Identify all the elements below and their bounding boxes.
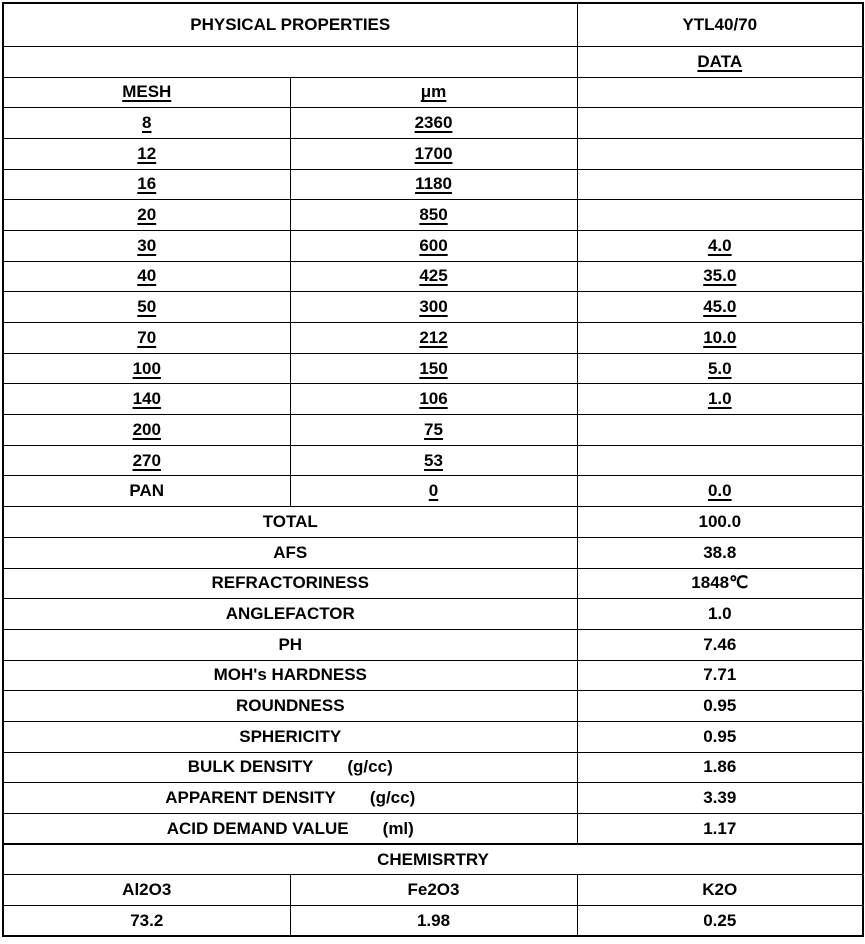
sieve-row (3, 261, 863, 292)
mesh-cell (3, 323, 290, 354)
property-label: ANGLEFACTOR (225, 604, 355, 624)
data-value: 10.0 (703, 327, 737, 347)
chemistry-header: Fe2O3 (290, 875, 577, 906)
mesh-value: 140 (132, 389, 161, 409)
property-value: 7.46 (577, 629, 863, 660)
mesh-cell (3, 169, 290, 200)
data-cell (577, 384, 863, 415)
mesh-value: 200 (132, 419, 161, 439)
data-value: 1.0 (707, 389, 732, 409)
property-label-cell (3, 537, 577, 568)
property-value: 7.71 (577, 660, 863, 691)
mesh-value: 8 (142, 113, 152, 133)
um-value: 212 (419, 327, 448, 347)
sieve-row (3, 138, 863, 169)
blank-cell (577, 77, 863, 108)
data-cell (577, 230, 863, 261)
um-cell (290, 476, 577, 507)
um-cell (290, 292, 577, 323)
property-label-cell (3, 814, 577, 845)
chemistry-value: 73.2 (3, 906, 290, 937)
header-row (3, 3, 863, 46)
um-cell (290, 108, 577, 139)
um-value: 75 (424, 419, 443, 439)
um-label: μm (420, 82, 447, 102)
property-label: SPHERICITY (239, 726, 342, 746)
mesh-value: 50 (137, 297, 157, 317)
um-value: 1180 (415, 174, 452, 194)
property-unit: (g/cc) (369, 788, 416, 808)
um-cell (290, 200, 577, 231)
mesh-label: MESH (122, 82, 172, 102)
property-value: 0.95 (577, 691, 863, 722)
um-value: 2360 (414, 113, 453, 133)
um-column-header (290, 77, 577, 108)
data-cell (577, 138, 863, 169)
property-label-cell (3, 752, 577, 783)
property-value: 0.95 (577, 721, 863, 752)
property-unit: (g/cc) (347, 757, 393, 777)
blank-cell (3, 46, 577, 77)
sieve-row (3, 230, 863, 261)
data-column-header (577, 46, 863, 77)
property-row (3, 660, 863, 691)
mesh-value: 30 (137, 235, 157, 255)
data-value: 35.0 (703, 266, 737, 286)
chemistry-title-row (3, 844, 863, 875)
mesh-cell (3, 353, 290, 384)
property-label: BULK DENSITY (187, 757, 314, 777)
chemistry-value-row (3, 906, 863, 937)
property-value: 1848℃ (577, 568, 863, 599)
sieve-row (3, 476, 863, 507)
property-label: APPARENT DENSITY (165, 788, 336, 808)
property-row (3, 752, 863, 783)
sieve-row (3, 200, 863, 231)
data-value: 0.0 (707, 481, 732, 501)
um-cell (290, 261, 577, 292)
mesh-cell (3, 384, 290, 415)
data-cell (577, 169, 863, 200)
um-cell (290, 445, 577, 476)
property-value: 38.8 (577, 537, 863, 568)
property-row (3, 507, 863, 538)
um-cell (290, 169, 577, 200)
um-value: 1700 (414, 143, 453, 163)
sieve-row (3, 415, 863, 446)
um-cell (290, 323, 577, 354)
um-cell (290, 353, 577, 384)
um-cell (290, 138, 577, 169)
mesh-cell (3, 200, 290, 231)
property-label-cell (3, 629, 577, 660)
um-value: 300 (419, 297, 448, 317)
chemistry-header: Al2O3 (3, 875, 290, 906)
data-cell (577, 353, 863, 384)
sieve-header-row (3, 77, 863, 108)
property-row (3, 537, 863, 568)
um-value: 850 (419, 205, 448, 225)
property-row (3, 599, 863, 630)
property-label-cell (3, 691, 577, 722)
um-cell (290, 415, 577, 446)
um-value: 106 (419, 389, 448, 409)
um-value: 150 (419, 358, 448, 378)
product-name: YTL40/70 (577, 3, 863, 46)
property-label-cell (3, 721, 577, 752)
property-label: REFRACTORINESS (211, 573, 369, 593)
data-value: 4.0 (707, 235, 732, 255)
sieve-row (3, 108, 863, 139)
property-row (3, 629, 863, 660)
um-value: 0 (428, 481, 439, 501)
mesh-cell (3, 230, 290, 261)
sieve-row (3, 169, 863, 200)
mesh-cell (3, 108, 290, 139)
data-label: DATA (697, 51, 743, 71)
property-label: PH (278, 634, 303, 654)
property-label-cell (3, 599, 577, 630)
property-value: 1.86 (577, 752, 863, 783)
data-value: 45.0 (703, 297, 737, 317)
um-value: 600 (419, 235, 448, 255)
mesh-cell (3, 138, 290, 169)
sieve-row (3, 384, 863, 415)
data-cell (577, 323, 863, 354)
property-label: ROUNDNESS (235, 696, 345, 716)
property-row (3, 721, 863, 752)
data-label-row (3, 46, 863, 77)
property-value: 100.0 (577, 507, 863, 538)
mesh-cell (3, 415, 290, 446)
data-cell (577, 445, 863, 476)
data-cell (577, 200, 863, 231)
data-cell (577, 476, 863, 507)
chemistry-title: CHEMISRTRY (3, 844, 863, 875)
chemistry-header: K2O (577, 875, 863, 906)
property-row (3, 691, 863, 722)
property-value: 1.0 (577, 599, 863, 630)
sieve-row (3, 292, 863, 323)
mesh-cell (3, 292, 290, 323)
property-row (3, 783, 863, 814)
mesh-value: 70 (137, 327, 157, 347)
mesh-cell (3, 476, 290, 507)
property-label-cell (3, 568, 577, 599)
mesh-value: 40 (137, 266, 157, 286)
mesh-cell (3, 261, 290, 292)
property-row (3, 814, 863, 845)
property-row (3, 568, 863, 599)
mesh-value: 100 (132, 358, 161, 378)
property-label-cell (3, 660, 577, 691)
property-label: MOH's HARDNESS (213, 665, 367, 685)
sieve-row (3, 445, 863, 476)
mesh-value: 20 (137, 205, 157, 225)
mesh-cell (3, 445, 290, 476)
data-cell (577, 261, 863, 292)
um-cell (290, 230, 577, 261)
chemistry-value: 1.98 (290, 906, 577, 937)
data-cell (577, 108, 863, 139)
data-cell (577, 292, 863, 323)
mesh-value: PAN (129, 481, 165, 501)
property-label-cell (3, 507, 577, 538)
data-value: 5.0 (707, 358, 732, 378)
mesh-value: 16 (137, 174, 157, 194)
um-value: 53 (424, 450, 443, 470)
um-cell (290, 384, 577, 415)
data-cell (577, 415, 863, 446)
property-label-cell (3, 783, 577, 814)
sieve-row (3, 353, 863, 384)
property-label: AFS (273, 542, 308, 562)
chemistry-value: 0.25 (577, 906, 863, 937)
properties-table (2, 2, 864, 937)
property-label: TOTAL (262, 511, 318, 531)
mesh-value: 12 (137, 143, 157, 163)
property-value: 3.39 (577, 783, 863, 814)
mesh-column-header (3, 77, 290, 108)
sieve-row (3, 323, 863, 354)
physical-properties-sheet (2, 2, 862, 942)
property-label: ACID DEMAND VALUE (166, 818, 349, 838)
mesh-value: 270 (132, 450, 161, 470)
um-value: 425 (419, 266, 448, 286)
property-unit: (ml) (382, 818, 414, 838)
page-title: PHYSICAL PROPERTIES (3, 3, 577, 46)
chemistry-header-row (3, 875, 863, 906)
property-value: 1.17 (577, 814, 863, 845)
